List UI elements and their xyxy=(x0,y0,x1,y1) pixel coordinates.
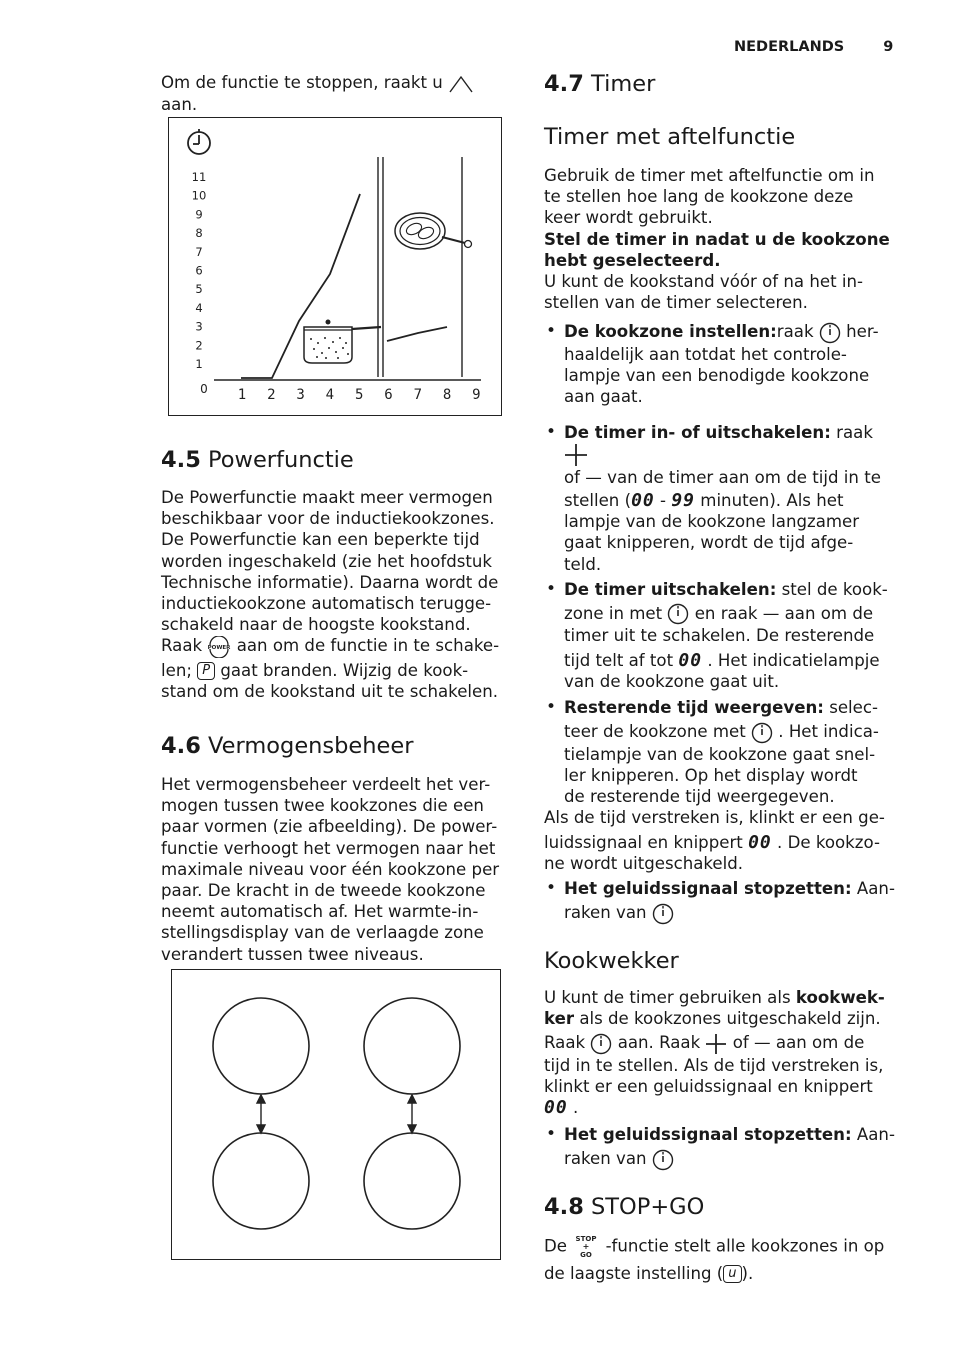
bullet-kookzone-instellen: • De kookzone instellen:raak her- haaldelijk aan totdat het controle- lampje van een benodigde kookzone aan gaat. xyxy=(544,321,899,407)
b4-line: de resterende tijd weergegeven. xyxy=(564,787,835,807)
section-4-6 xyxy=(161,732,521,965)
s45-line: worden ingeschakeld (zie het hoofdstuk xyxy=(161,551,493,571)
p1-line: te stellen hoe lang de kookzone deze xyxy=(544,187,854,207)
page-header xyxy=(734,39,893,55)
y-tick-label: 9 xyxy=(194,206,203,221)
p-display-icon: P xyxy=(197,662,215,680)
bullet-resterende-tijd: • Resterende tijd weergeven: selec- teer de kookzone met . Het indica- tielampje van de kookzone gaat snel- ler knipperen. Op het display wordt de resterende tijd weergegeven. xyxy=(544,697,899,807)
reduced-curve xyxy=(387,327,447,341)
timer-icon xyxy=(652,1149,674,1171)
x-tick-label: 2 xyxy=(266,386,276,403)
y-tick-label: 3 xyxy=(194,319,203,334)
power-level-diagram xyxy=(168,117,502,416)
frying-pan-icon xyxy=(395,213,472,249)
y-tick-label: 5 xyxy=(194,281,203,296)
bullet-timer-uitschakelen: • De timer uitschakelen: stel de kook- zone in met en raak — aan om de timer uit te schakelen. De resterende tijd telt af tot 00 . Het indicatielampje van de kookzone gaat uit. xyxy=(544,579,899,692)
y-tick-label: 6 xyxy=(194,263,203,277)
s46-line: verandert tussen twee niveaus. xyxy=(161,944,424,964)
pair-arrow-right xyxy=(408,1095,416,1133)
display-00: 00 xyxy=(748,831,772,853)
stop-go-icon xyxy=(572,1233,600,1261)
s46-line: paar. De kracht in de tweede kookzone xyxy=(161,881,486,901)
heading-4-5: 4.5 Powerfunctie xyxy=(161,447,354,473)
y-tick-label: 4 xyxy=(194,300,203,315)
s45-len-line: len; P gaat branden. Wijzig de kook- xyxy=(161,660,469,680)
power-icon xyxy=(207,636,231,658)
s45-raak-line: Raak POWER aan om de functie in te schake- xyxy=(161,635,521,658)
b1-line: aan gaat. xyxy=(564,387,643,407)
x-tick-label: 3 xyxy=(295,386,305,403)
s45-line: De Powerfunctie maakt meer vermogen xyxy=(161,488,493,507)
zone-rear-right xyxy=(364,1133,460,1229)
zone-front-left xyxy=(213,998,309,1094)
heading-4-8: 4.8 STOP+GO xyxy=(544,1193,705,1220)
x-tick-label: 9 xyxy=(471,386,481,403)
p1-line: keer wordt gebruikt. xyxy=(544,208,713,228)
x-tick-label: 5 xyxy=(354,386,363,403)
heading-kookwekker: Kookwekker xyxy=(544,947,679,974)
x-tick-label: 7 xyxy=(413,386,422,403)
p1-line: Gebruik de timer met aftelfunctie om in xyxy=(544,166,875,185)
s45-line: beschikbaar voor de inductiekookzones. xyxy=(161,509,495,529)
timer-icon xyxy=(590,1033,612,1055)
timer-icon xyxy=(667,603,689,625)
b1-line: haaldelijk aan totdat het controle- xyxy=(564,344,847,364)
x-tick-label: 4 xyxy=(325,386,334,403)
b1-line: lampje van een benodigde kookzone xyxy=(564,366,870,386)
p1-bold-line: Stel de timer in nadat u de kookzone xyxy=(544,229,890,249)
b2-line: gaat knipperen, wordt de tijd afge- xyxy=(564,533,854,553)
zone-front-right xyxy=(364,998,460,1094)
paragraph-stop-go: De STOP + GO -functie stelt alle kookzones in op de laagste instelling ( u ). xyxy=(544,1234,885,1283)
s45-line: Technische informatie). Daarna wordt de xyxy=(161,572,499,592)
svg-text:STOP: STOP xyxy=(575,1234,597,1243)
right-column xyxy=(544,70,899,1284)
heading-4-6: 4.6 Vermogensbeheer xyxy=(161,733,414,759)
lowest-setting-icon: u xyxy=(723,1265,741,1283)
plus-icon xyxy=(705,1033,727,1055)
s46-line: paar vormen (zie afbeelding). De power- xyxy=(161,817,498,837)
p1-rest-line: stellen van de timer selecteren. xyxy=(544,293,808,313)
s45-line: schakeld naar de hoogste kookstand. xyxy=(161,615,471,635)
timer-icon xyxy=(819,322,841,344)
section-4-5 xyxy=(161,446,521,702)
s45-line: inductiekookzone automatisch terugge- xyxy=(161,594,492,614)
svg-text:GO: GO xyxy=(580,1250,593,1259)
intro-text: Om de functie te stoppen, raakt u aan. xyxy=(161,72,511,115)
display-00: 00 xyxy=(678,649,703,671)
b2-line: teld. xyxy=(564,554,602,574)
timer-icon xyxy=(652,903,674,925)
clock-icon xyxy=(188,129,210,154)
svg-text:+: + xyxy=(582,1241,590,1251)
display-99: 99 xyxy=(671,489,695,511)
s46-line: maximale niveau voor één kookzone per xyxy=(161,859,500,879)
bullet-geluidssignaal-1: • Het geluidssignaal stopzetten: Aan- raken van xyxy=(544,878,899,925)
zone-rear-left xyxy=(213,1133,309,1229)
bullet-timer-in-uit: • De timer in- of uitschakelen: raak of — van de timer aan om de tijd in te stellen (00 - 99 minuten). Als het lampje van de kookzone langzamer gaat knipperen, wordt de tijd afge- teld. xyxy=(544,422,899,575)
s45-last-line: stand om de kookstand uit te schakelen. xyxy=(161,682,499,702)
y-tick-label: 11 xyxy=(191,169,206,184)
s45-line: De Powerfunctie kan een beperkte tijd xyxy=(161,530,480,550)
x-tick-label: 8 xyxy=(442,386,451,403)
y-tick-label: 10 xyxy=(191,188,206,203)
paragraph-tijd-verstreken: Als de tijd verstreken is, klinkt er een ge- luidssignaal en knippert 00 . De kookzo- ne wordt uitgeschakeld. xyxy=(544,808,885,873)
p1-rest-line: U kunt de kookstand vóór of na het in- xyxy=(544,272,863,292)
y-tick-label: 2 xyxy=(194,337,203,352)
s46-line: functie verhoogt het vermogen naar het xyxy=(161,838,496,858)
b4-line: ler knipperen. Op het display wordt xyxy=(564,765,858,785)
s46-line: Het vermogensbeheer verdeelt het ver- xyxy=(161,775,491,794)
heading-4-7: 4.7 Timer xyxy=(544,71,656,97)
axis-zero-label: 0 xyxy=(199,381,208,396)
p1-bold-line: hebt geselecteerd. xyxy=(544,250,721,270)
saucepan-icon xyxy=(304,319,381,363)
y-tick-label: 1 xyxy=(194,356,203,371)
b2-line: lampje van de kookzone langzamer xyxy=(564,512,860,532)
b4-line: tielampje van de kookzone gaat snel- xyxy=(564,744,876,764)
timer-icon xyxy=(751,722,773,744)
page-number: 9 xyxy=(883,39,894,55)
y-tick-label: 8 xyxy=(194,225,203,240)
s46-line: neemt automatisch af. Het warmte-in- xyxy=(161,902,479,922)
svg-text:POWER: POWER xyxy=(208,644,231,651)
bullet-geluidssignaal-2: • Het geluidssignaal stopzetten: Aan- raken van xyxy=(544,1124,899,1171)
x-tick-label: 6 xyxy=(383,386,393,403)
header-language: NEDERLANDS xyxy=(734,39,845,55)
paragraph-kookwekker: U kunt de timer gebruiken als kookwek- ker als de kookzones uitgeschakeld zijn. Raak aan. Raak of — aan om de tijd in te stellen. Als de tijd verstreken is, klinkt er een geluidssignaal en knippert 00 . xyxy=(544,987,885,1118)
y-tick-label: 7 xyxy=(194,244,203,259)
cooking-zones-diagram xyxy=(171,969,501,1260)
x-tick-label: 1 xyxy=(237,386,246,403)
display-00: 00 xyxy=(631,489,655,511)
heading-timer-aftelfunctie: Timer met aftelfunctie xyxy=(544,124,796,150)
chevron-up-icon xyxy=(448,74,474,94)
s46-line: mogen tussen twee kookzones die een xyxy=(161,796,484,816)
s46-line: stellingsdisplay van de verlaagde zone xyxy=(161,923,484,943)
pair-arrow-left xyxy=(257,1095,265,1133)
display-00: 00 xyxy=(544,1097,568,1118)
plus-icon xyxy=(564,443,588,467)
